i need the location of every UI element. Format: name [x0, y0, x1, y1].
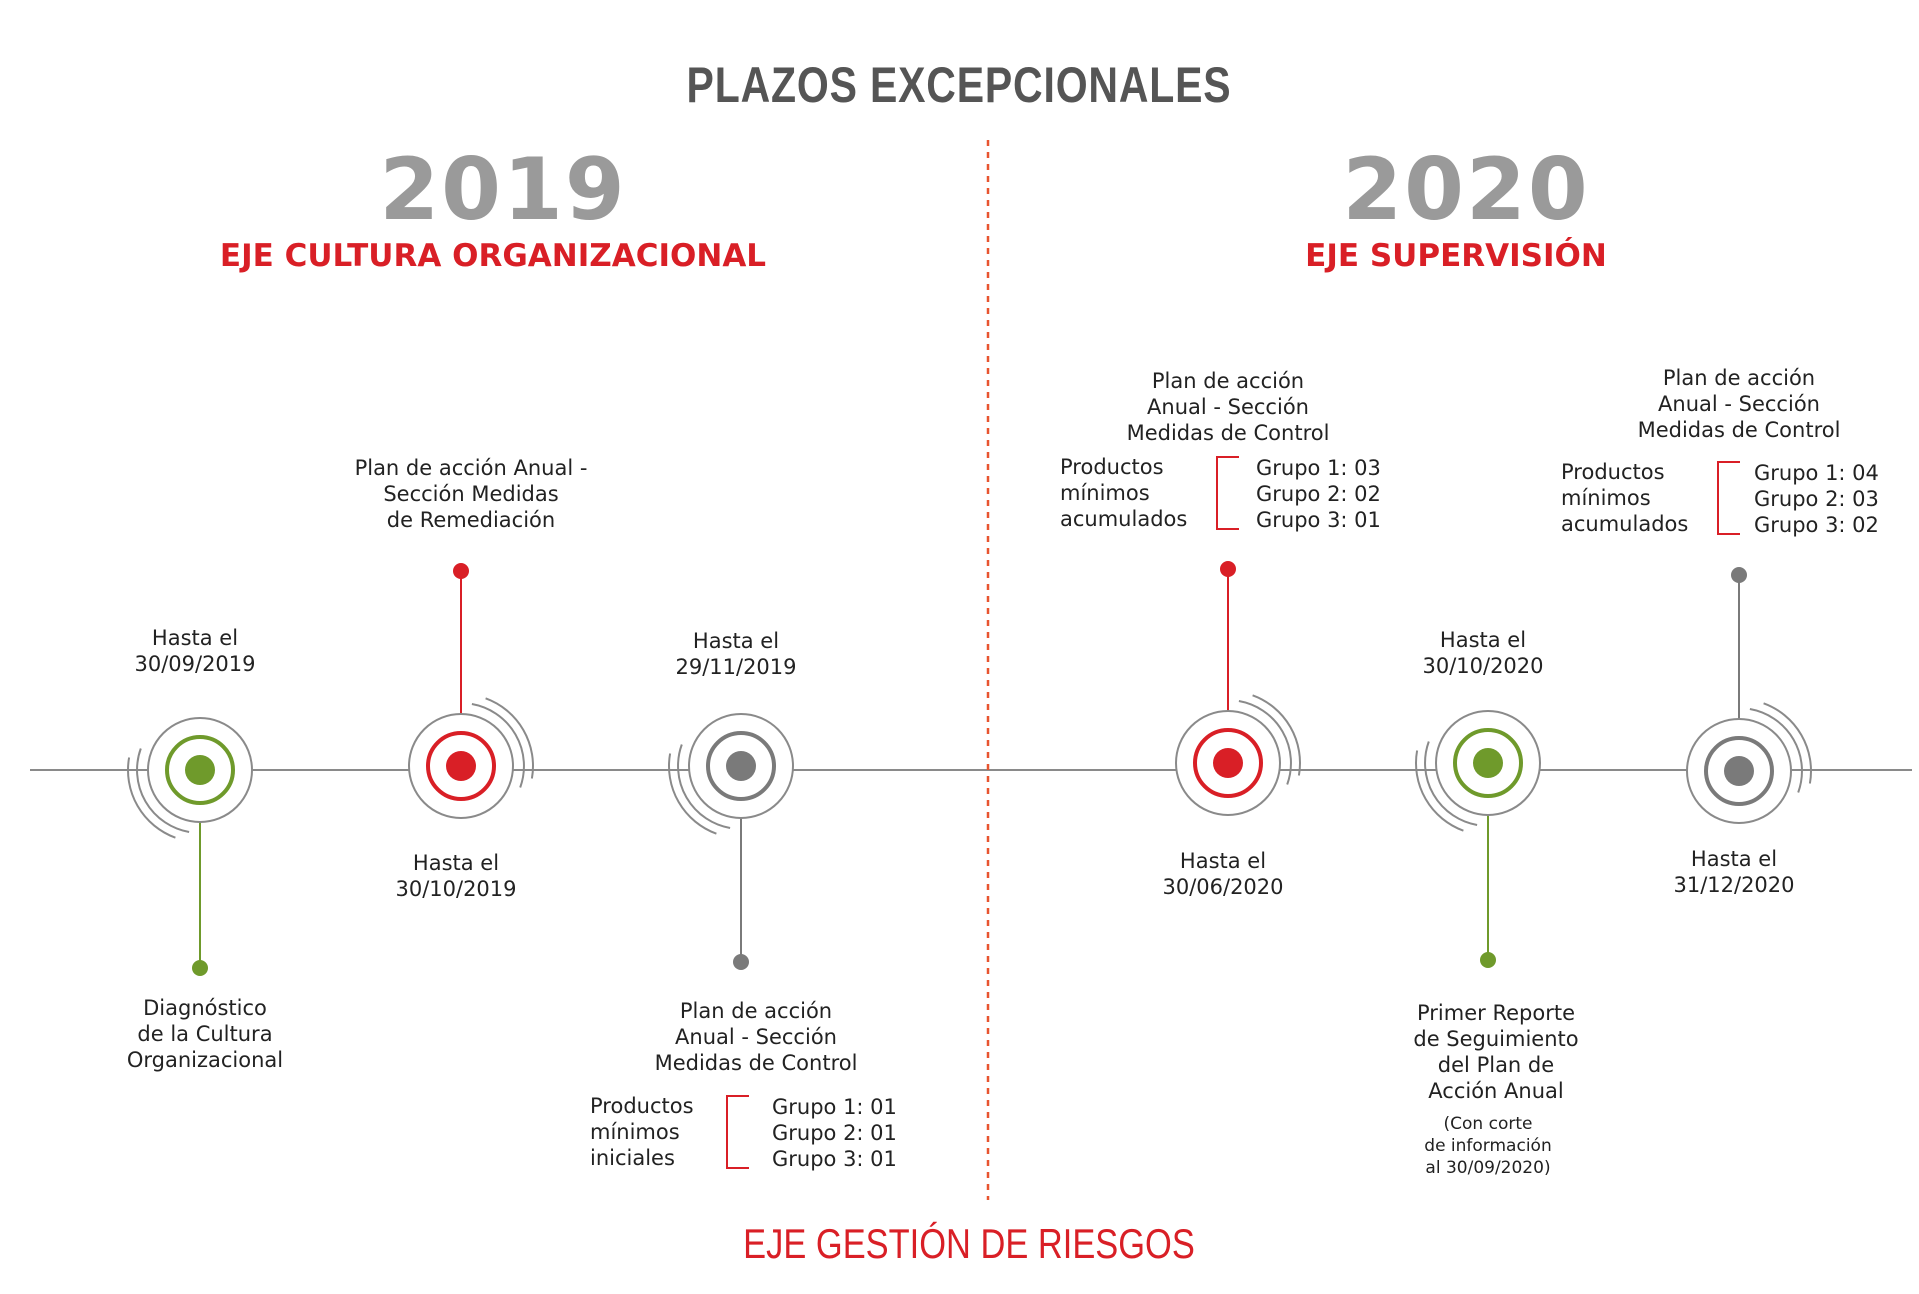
milestone-date-2-line: 30/10/2019 — [395, 877, 517, 901]
milestone-desc-4-line: Anual - Sección — [1147, 395, 1309, 419]
products-label-4-line: acumulados — [1060, 507, 1188, 531]
milestone-desc-5 — [1413, 1000, 1578, 1104]
products-label-6 — [1561, 459, 1688, 537]
milestone-date-6-line: Hasta el — [1690, 847, 1778, 871]
target-center-dot — [1213, 748, 1243, 778]
milestone-note-5-line: al 30/09/2020) — [1425, 1158, 1551, 1178]
products-groups-3-line: Grupo 1: 01 — [772, 1095, 897, 1119]
milestone-5 — [1416, 711, 1540, 968]
milestone-date-3 — [675, 628, 796, 680]
milestone-desc-3 — [655, 998, 858, 1076]
milestone-desc-1-line: de la Cultura — [137, 1022, 273, 1046]
products-label-3-line: iniciales — [590, 1146, 675, 1170]
milestone-date-3-line: 29/11/2019 — [675, 655, 797, 679]
milestone-date-6 — [1673, 846, 1794, 898]
products-groups-4 — [1256, 455, 1381, 533]
year-2019: 2019 — [379, 140, 627, 240]
products-label-3-line: Productos — [590, 1094, 694, 1118]
products-groups-6-line: Grupo 3: 02 — [1754, 513, 1879, 537]
products-label-4-line: mínimos — [1060, 481, 1150, 505]
products-groups-6-line: Grupo 2: 03 — [1754, 487, 1879, 511]
target-center-dot — [726, 751, 756, 781]
milestone-date-5 — [1422, 627, 1543, 679]
products-label-6-line: acumulados — [1561, 512, 1689, 536]
milestone-desc-1-line: Diagnóstico — [143, 996, 267, 1020]
products-label-6-line: mínimos — [1561, 486, 1651, 510]
milestone-date-4-line: 30/06/2020 — [1162, 875, 1284, 899]
products-groups-3-line: Grupo 2: 01 — [772, 1121, 897, 1145]
milestone-desc-1-line: Organizacional — [126, 1048, 284, 1072]
products-groups-3 — [772, 1094, 897, 1172]
milestone-2 — [409, 563, 533, 818]
milestone-desc-5-line: del Plan de — [1437, 1053, 1555, 1077]
milestone-date-4 — [1162, 848, 1283, 900]
milestone-desc-3-line: Medidas de Control — [654, 1051, 858, 1075]
products-label-4 — [1060, 454, 1187, 532]
milestone-date-1-line: 30/09/2019 — [134, 652, 256, 676]
milestone-desc-6 — [1638, 365, 1841, 443]
milestone-date-5-line: 30/10/2020 — [1422, 654, 1544, 678]
products-groups-4-line: Grupo 3: 01 — [1256, 508, 1381, 532]
page-title: PLAZOS EXCEPCIONALES — [686, 57, 1232, 113]
target-center-dot — [185, 755, 215, 785]
milestone-date-2-line: Hasta el — [412, 851, 500, 875]
year-2020: 2020 — [1342, 140, 1590, 240]
products-label-4-line: Productos — [1060, 455, 1164, 479]
milestone-desc-6-line: Anual - Sección — [1658, 392, 1820, 416]
products-bracket — [727, 1096, 749, 1168]
milestone-desc-2-line: Plan de acción Anual - — [354, 456, 588, 480]
milestone-desc-6-line: Medidas de Control — [1637, 418, 1841, 442]
milestone-date-3-line: Hasta el — [692, 629, 780, 653]
products-groups-3-line: Grupo 3: 01 — [772, 1147, 897, 1171]
milestone-date-5-line: Hasta el — [1439, 628, 1527, 652]
milestone-desc-5-line: de Seguimiento — [1413, 1027, 1579, 1051]
products-groups-4-line: Grupo 1: 03 — [1256, 456, 1381, 480]
products-bracket — [1217, 457, 1239, 529]
milestone-stem-dot — [453, 563, 469, 579]
milestone-stem-dot — [1731, 567, 1747, 583]
axis-cultura-organizacional: EJE CULTURA ORGANIZACIONAL — [219, 238, 767, 274]
milestone-stem-dot — [1220, 561, 1236, 577]
products-groups-6-line: Grupo 1: 04 — [1754, 461, 1879, 485]
milestone-desc-2-line: Sección Medidas — [383, 482, 559, 506]
products-bracket — [1718, 462, 1740, 534]
milestone-desc-3-line: Plan de acción — [679, 999, 833, 1023]
milestone-stem-dot — [733, 954, 749, 970]
milestone-desc-1 — [127, 995, 283, 1073]
milestone-date-2 — [395, 850, 516, 902]
target-center-dot — [1724, 756, 1754, 786]
milestone-note-5-line: de información — [1424, 1136, 1552, 1156]
products-groups-6 — [1754, 460, 1879, 538]
target-center-dot — [446, 751, 476, 781]
products-label-3-line: mínimos — [590, 1120, 680, 1144]
milestone-desc-2 — [355, 455, 588, 533]
milestone-desc-6-line: Plan de acción — [1662, 366, 1816, 390]
axis-supervision: EJE SUPERVISIÓN — [1305, 238, 1607, 274]
milestone-desc-4 — [1127, 368, 1330, 446]
milestone-date-4-line: Hasta el — [1179, 849, 1267, 873]
milestone-desc-3-line: Anual - Sección — [675, 1025, 837, 1049]
milestone-date-6-line: 31/12/2020 — [1673, 873, 1795, 897]
milestone-stem-dot — [1480, 952, 1496, 968]
milestone-desc-4-line: Medidas de Control — [1126, 421, 1330, 445]
milestone-desc-2-line: de Remediación — [386, 508, 556, 532]
products-label-6-line: Productos — [1561, 460, 1665, 484]
milestone-stem-dot — [192, 960, 208, 976]
target-center-dot — [1473, 748, 1503, 778]
milestone-note-5-line: (Con corte — [1443, 1114, 1533, 1134]
axis-gestion-de-riesgos: EJE GESTIÓN DE RIESGOS — [743, 1220, 1195, 1267]
milestone-desc-5-line: Primer Reporte — [1417, 1001, 1575, 1025]
milestone-desc-4-line: Plan de acción — [1151, 369, 1305, 393]
milestone-note-5 — [1424, 1113, 1551, 1179]
products-label-3 — [590, 1093, 694, 1171]
milestone-date-1 — [134, 625, 255, 677]
milestone-1 — [128, 718, 252, 976]
products-groups-4-line: Grupo 2: 02 — [1256, 482, 1381, 506]
milestone-desc-5-line: Acción Anual — [1428, 1079, 1564, 1103]
milestone-date-1-line: Hasta el — [151, 626, 239, 650]
